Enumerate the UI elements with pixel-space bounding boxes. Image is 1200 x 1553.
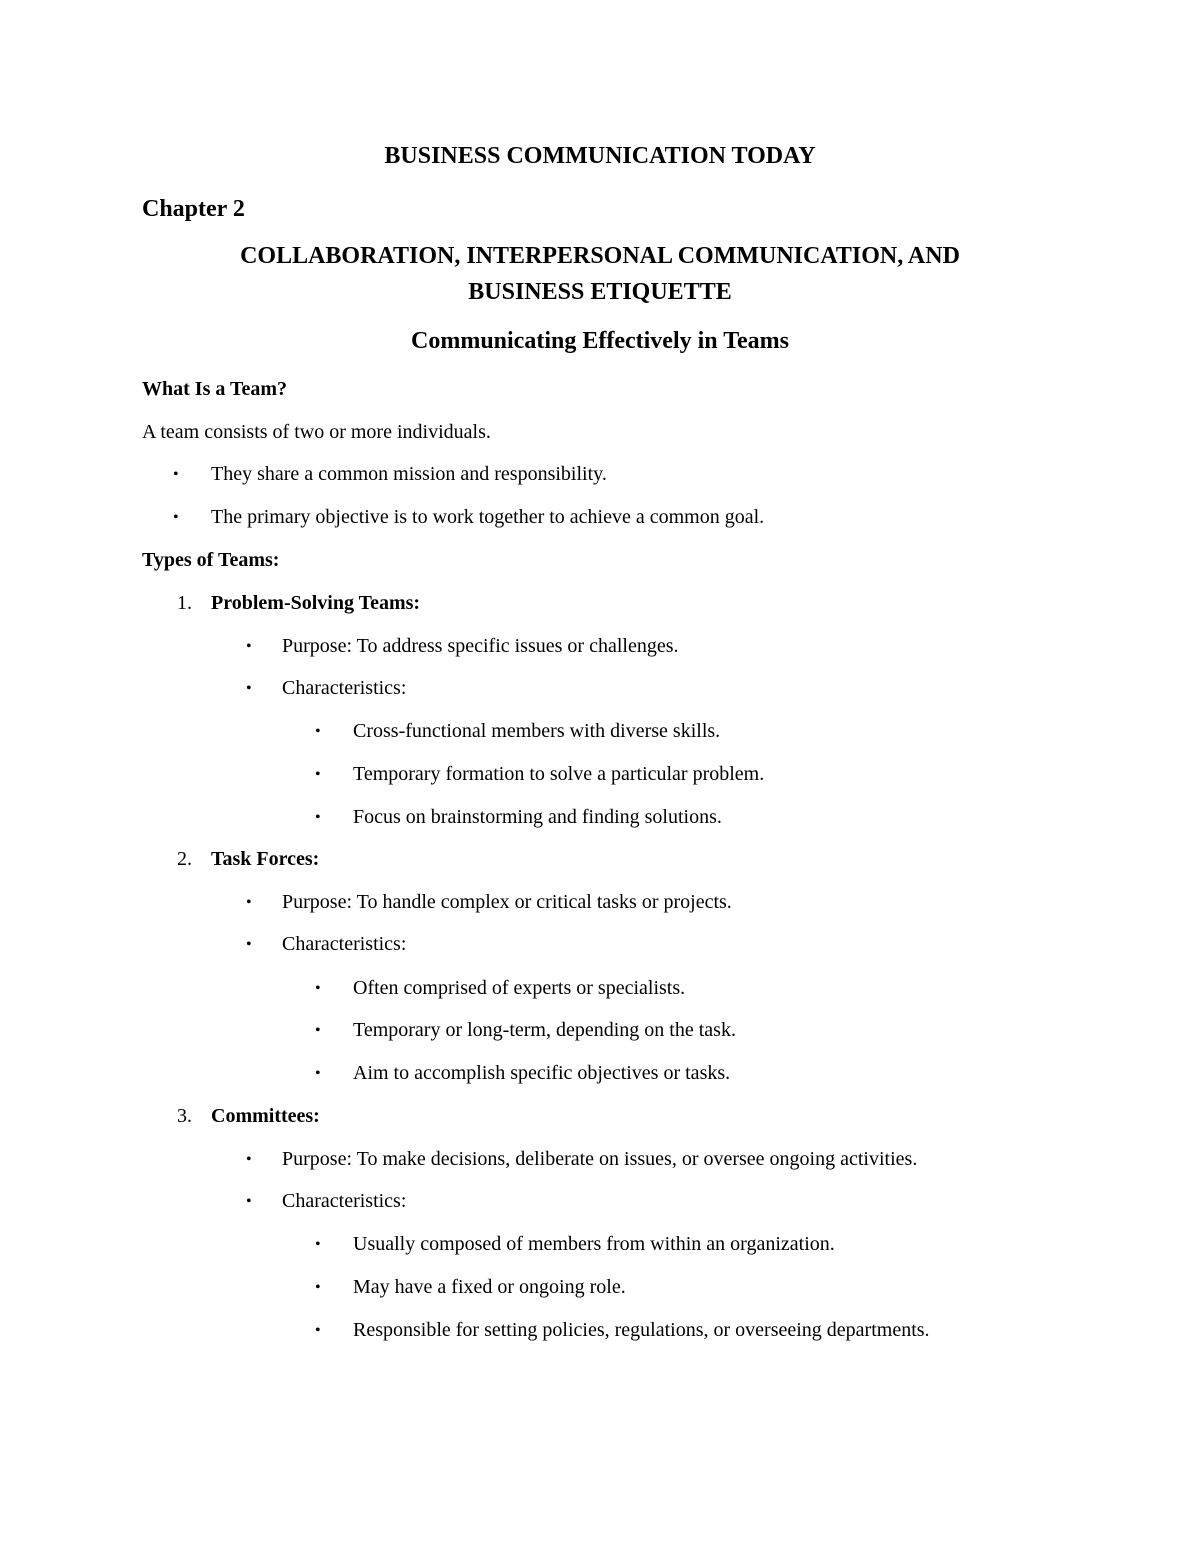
bullet-icon: •	[173, 509, 179, 526]
list-item: They share a common mission and responsibility.	[211, 463, 607, 485]
bullet-icon: •	[315, 1322, 321, 1339]
list-item: Cross-functional members with diverse skills.	[353, 720, 721, 742]
team-type-name: Task Forces:	[211, 848, 320, 870]
list-item: Temporary formation to solve a particular problem.	[353, 763, 765, 785]
team-type-purpose: Purpose: To address specific issues or challenges.	[282, 635, 679, 657]
list-item: The primary objective is to work together to achieve a common goal.	[211, 506, 765, 528]
bullet-icon: •	[315, 809, 321, 826]
bullet-icon: •	[315, 1022, 321, 1039]
what-is-team-heading: What Is a Team?	[142, 378, 288, 400]
bullet-icon: •	[246, 638, 252, 655]
list-number: 2.	[177, 848, 192, 870]
list-number: 3.	[177, 1105, 192, 1127]
team-type-name: Problem-Solving Teams:	[211, 592, 421, 614]
characteristics-label: Characteristics:	[282, 677, 407, 699]
list-item: Usually composed of members from within an organization.	[353, 1233, 835, 1255]
what-is-team-intro: A team consists of two or more individuals.	[142, 421, 491, 443]
bullet-icon: •	[315, 766, 321, 783]
section-title: Communicating Effectively in Teams	[411, 328, 789, 354]
bullet-icon: •	[173, 466, 179, 483]
document-title: BUSINESS COMMUNICATION TODAY	[384, 143, 816, 169]
team-type-purpose: Purpose: To make decisions, deliberate on issues, or oversee ongoing activities.	[282, 1148, 918, 1170]
list-item: Responsible for setting policies, regulations, or overseeing departments.	[353, 1319, 930, 1341]
chapter-title-line1: COLLABORATION, INTERPERSONAL COMMUNICATION, AND	[240, 243, 960, 269]
list-item: Aim to accomplish specific objectives or tasks.	[353, 1062, 731, 1084]
team-type-name: Committees:	[211, 1105, 320, 1127]
bullet-icon: •	[246, 894, 252, 911]
chapter-title-line2: BUSINESS ETIQUETTE	[468, 279, 732, 305]
types-heading: Types of Teams:	[142, 549, 280, 571]
chapter-label: Chapter 2	[142, 196, 245, 222]
bullet-icon: •	[315, 1065, 321, 1082]
bullet-icon: •	[315, 1236, 321, 1253]
bullet-icon: •	[246, 936, 252, 953]
list-item: Temporary or long-term, depending on the task.	[353, 1019, 736, 1041]
characteristics-label: Characteristics:	[282, 933, 407, 955]
list-item: Focus on brainstorming and finding solutions.	[353, 806, 722, 828]
list-item: Often comprised of experts or specialists.	[353, 977, 686, 999]
bullet-icon: •	[246, 1151, 252, 1168]
bullet-icon: •	[246, 680, 252, 697]
bullet-icon: •	[315, 980, 321, 997]
list-item: May have a fixed or ongoing role.	[353, 1276, 626, 1298]
bullet-icon: •	[315, 723, 321, 740]
team-type-purpose: Purpose: To handle complex or critical tasks or projects.	[282, 891, 732, 913]
bullet-icon: •	[246, 1193, 252, 1210]
characteristics-label: Characteristics:	[282, 1190, 407, 1212]
list-number: 1.	[177, 592, 192, 614]
bullet-icon: •	[315, 1279, 321, 1296]
